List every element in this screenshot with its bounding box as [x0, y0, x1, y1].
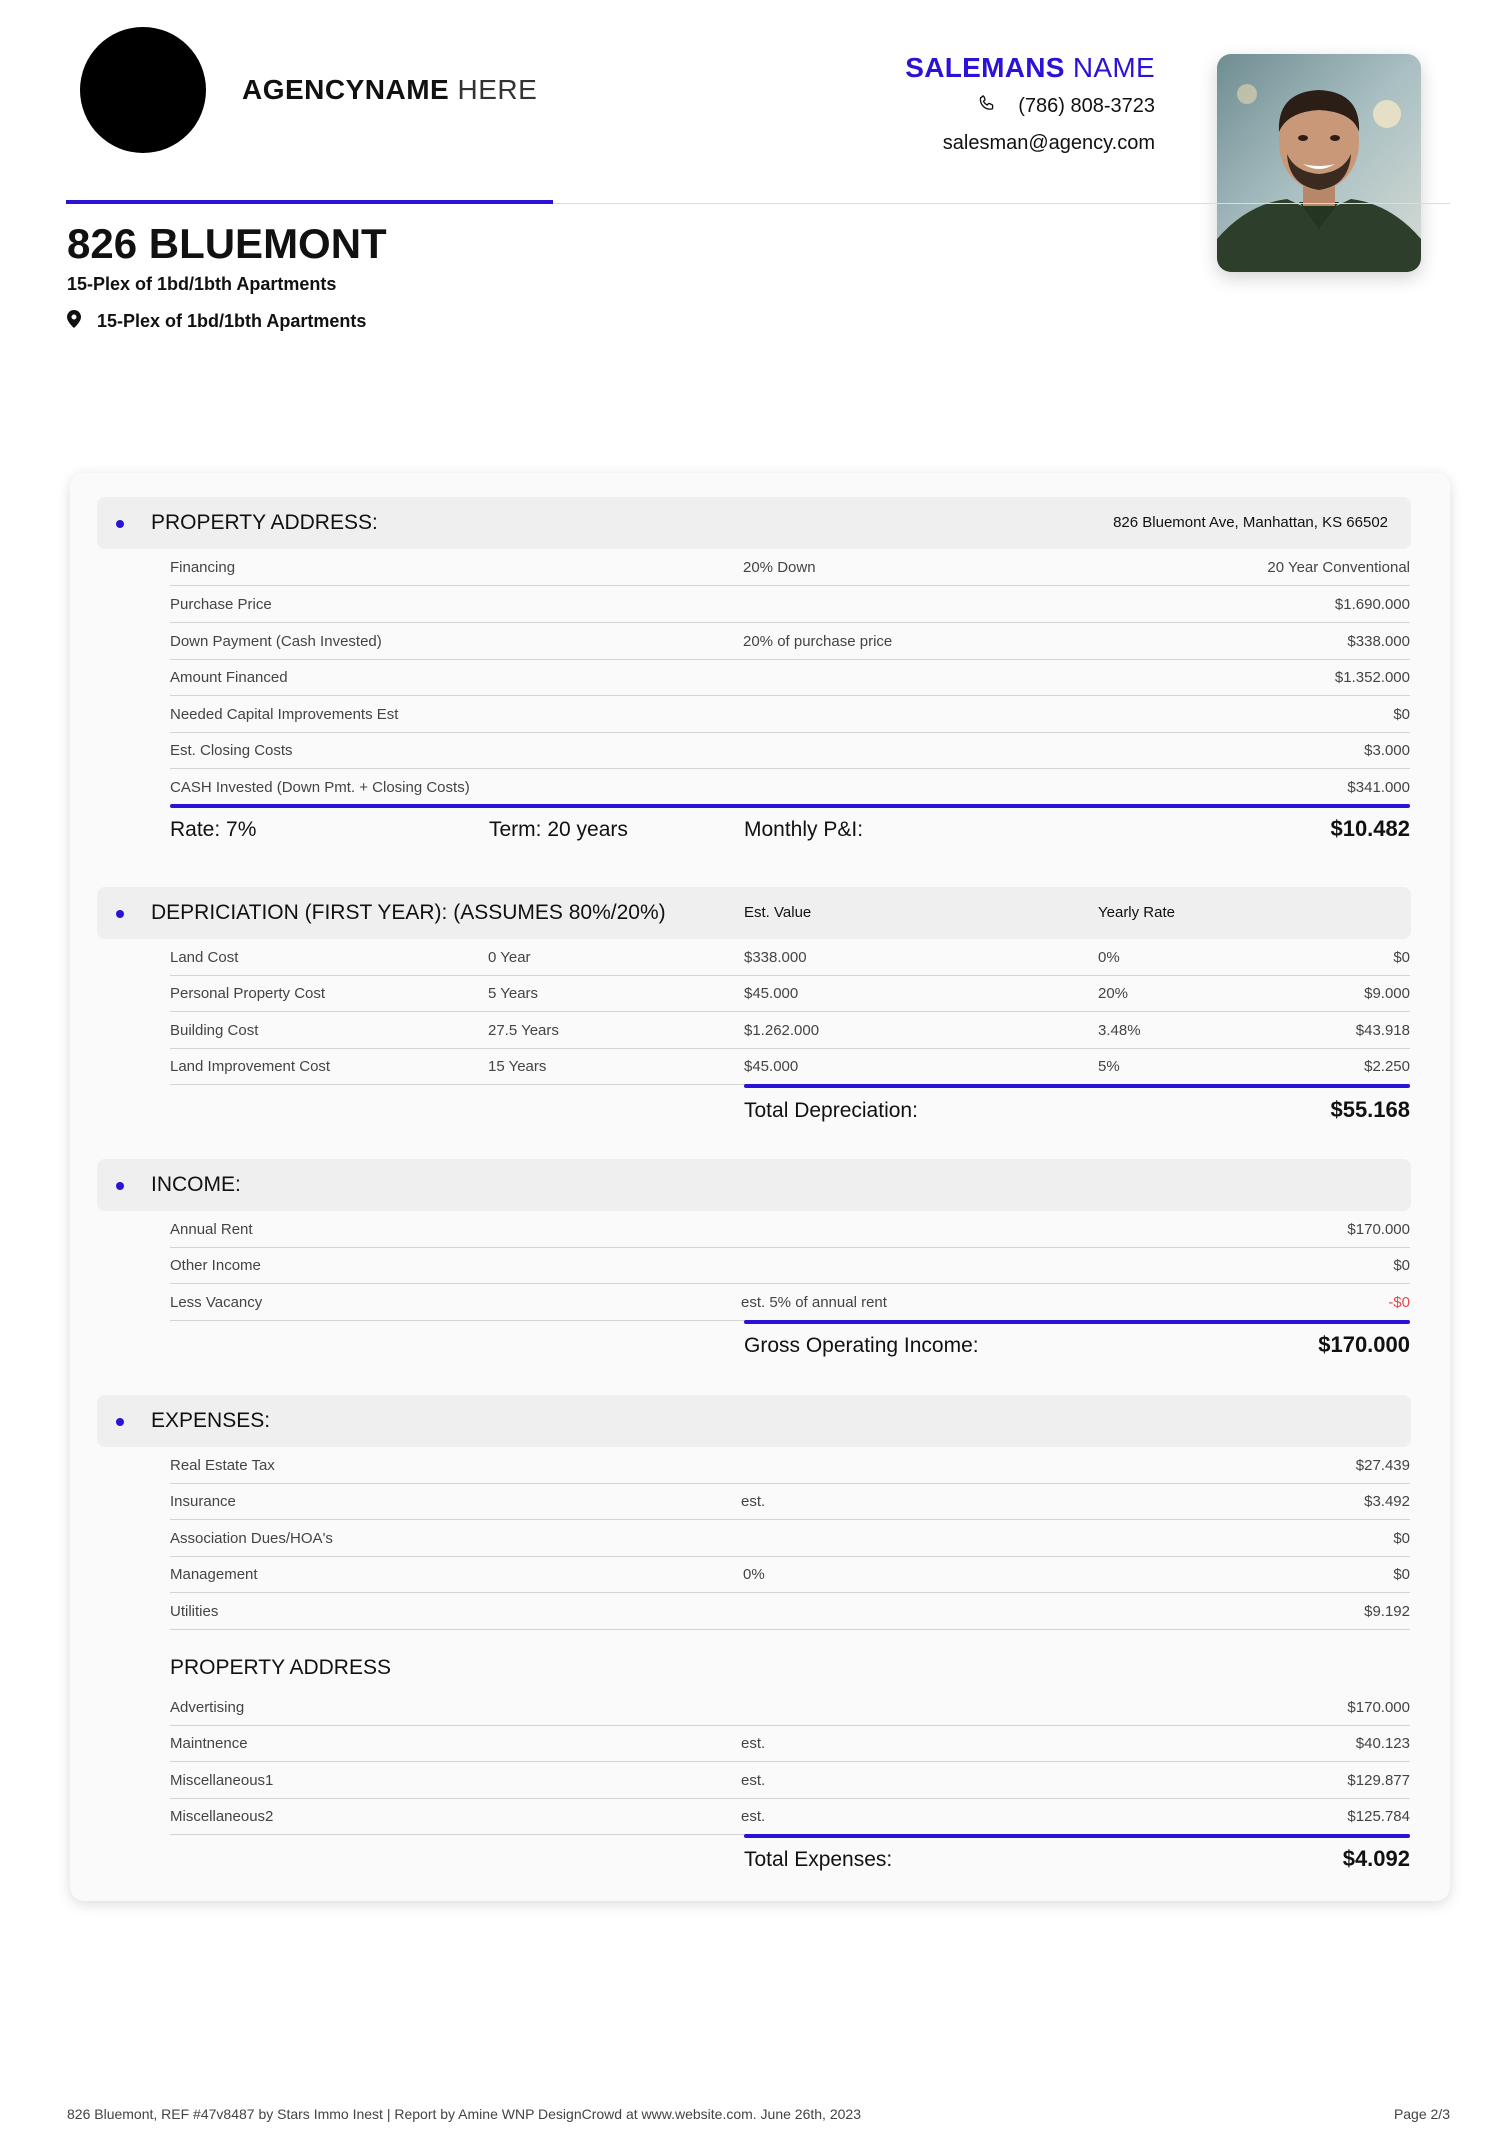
expenses-section-header: EXPENSES: — [97, 1395, 1411, 1447]
table-row: Needed Capital Improvements Est $0 — [170, 696, 1410, 733]
table-row: Other Income $0 — [170, 1247, 1410, 1284]
monthly-pi-value: $10.482 — [1330, 816, 1410, 841]
bullet-icon — [116, 910, 124, 918]
est-value-column-header: Est. Value — [744, 904, 812, 921]
salesman-photo — [1217, 54, 1421, 272]
table-row: CASH Invested (Down Pmt. + Closing Costs) $341.000 — [170, 779, 1410, 796]
table-row: Purchase Price $1.690.000 — [170, 586, 1410, 623]
yearly-rate-column-header: Yearly Rate — [1098, 904, 1175, 921]
income-section-header: INCOME: — [97, 1159, 1411, 1211]
total-depreciation-label: Total Depreciation: — [744, 1099, 918, 1122]
salesman-email[interactable]: salesman@agency.com — [942, 132, 1155, 154]
table-row: Advertising $170.000 — [170, 1689, 1410, 1726]
table-row: Land Cost 0 Year $338.000 0% $0 — [170, 939, 1410, 976]
total-expenses-value: $4.092 — [1342, 1846, 1410, 1871]
gross-operating-income-label: Gross Operating Income: — [744, 1334, 979, 1357]
table-row: Personal Property Cost 5 Years $45.000 20% $9.000 — [170, 975, 1410, 1012]
table-row: Real Estate Tax $27.439 — [170, 1447, 1410, 1484]
monthly-pi-label: Monthly P&I: — [744, 818, 864, 841]
table-row: Insurance est. $3.492 — [170, 1483, 1410, 1520]
salesman-block — [905, 52, 1155, 155]
table-row: Miscellaneous1 est. $129.877 — [170, 1762, 1410, 1799]
phone-icon — [978, 94, 996, 118]
location-pin-icon — [67, 310, 81, 333]
total-depreciation-value: $55.168 — [1330, 1097, 1410, 1122]
salesman-name: SALEMANS NAME — [905, 52, 1155, 83]
rate-label: Rate: 7% — [170, 818, 257, 841]
table-row: Association Dues/HOA's $0 — [170, 1520, 1410, 1557]
bullet-icon — [116, 520, 124, 528]
property-address-value: 826 Bluemont Ave, Manhattan, KS 66502 — [1113, 514, 1388, 531]
depreciation-section-header: DEPRICIATION (FIRST YEAR): (ASSUMES 80%/20%) Est. Value Yearly Rate — [97, 887, 1411, 939]
page-number: Page 2/3 — [1393, 2106, 1450, 2122]
property-location: 15-Plex of 1bd/1bth Apartments — [67, 310, 366, 333]
footer-text: 826 Bluemont, REF #47v8487 by Stars Immo Inest | Report by Amine WNP DesignCrowd at www.website.com. June 26th, 2023 — [67, 2106, 861, 2122]
financing-section-header: PROPERTY ADDRESS: 826 Bluemont Ave, Manhattan, KS 66502 — [97, 497, 1411, 549]
table-row: Est. Closing Costs $3.000 — [170, 732, 1410, 769]
table-row: Land Improvement Cost 15 Years $45.000 5% $2.250 — [170, 1048, 1410, 1085]
table-row: Miscellaneous2 est. $125.784 — [170, 1798, 1410, 1835]
depreciation-total-line — [744, 1084, 1410, 1088]
report-card — [70, 473, 1450, 1901]
table-row: Building Cost 27.5 Years $1.262.000 3.48% $43.918 — [170, 1012, 1410, 1049]
bullet-icon — [116, 1418, 124, 1426]
total-expenses-label: Total Expenses: — [744, 1848, 893, 1871]
table-row: Management 0% $0 — [170, 1556, 1410, 1593]
income-total-line — [744, 1320, 1410, 1324]
agency-name: AGENCYNAME HERE — [242, 74, 538, 105]
gross-operating-income-value: $170.000 — [1318, 1332, 1410, 1357]
property-title: 826 BLUEMONT — [67, 220, 387, 267]
table-row: Annual Rent $170.000 — [170, 1211, 1410, 1248]
table-row: Amount Financed $1.352.000 — [170, 659, 1410, 696]
agency-logo — [80, 27, 206, 153]
table-row: Down Payment (Cash Invested) 20% of purchase price $338.000 — [170, 623, 1410, 660]
table-row: Financing 20% Down 20 Year Conventional — [170, 549, 1410, 586]
bullet-icon — [116, 1182, 124, 1190]
salesman-phone[interactable]: (786) 808-3723 — [905, 94, 1155, 118]
table-row: Utilities $9.192 — [170, 1593, 1410, 1630]
expenses-total-line — [744, 1834, 1410, 1838]
header-accent-line — [66, 200, 553, 204]
term-label: Term: 20 years — [489, 818, 628, 841]
property-subtitle: 15-Plex of 1bd/1bth Apartments — [67, 274, 337, 294]
table-row: Maintnence est. $40.123 — [170, 1725, 1410, 1762]
financing-total-line — [170, 804, 1410, 808]
table-row: Less Vacancy est. 5% of annual rent -$0 — [170, 1284, 1410, 1321]
expenses-subheading: PROPERTY ADDRESS — [170, 1656, 391, 1679]
